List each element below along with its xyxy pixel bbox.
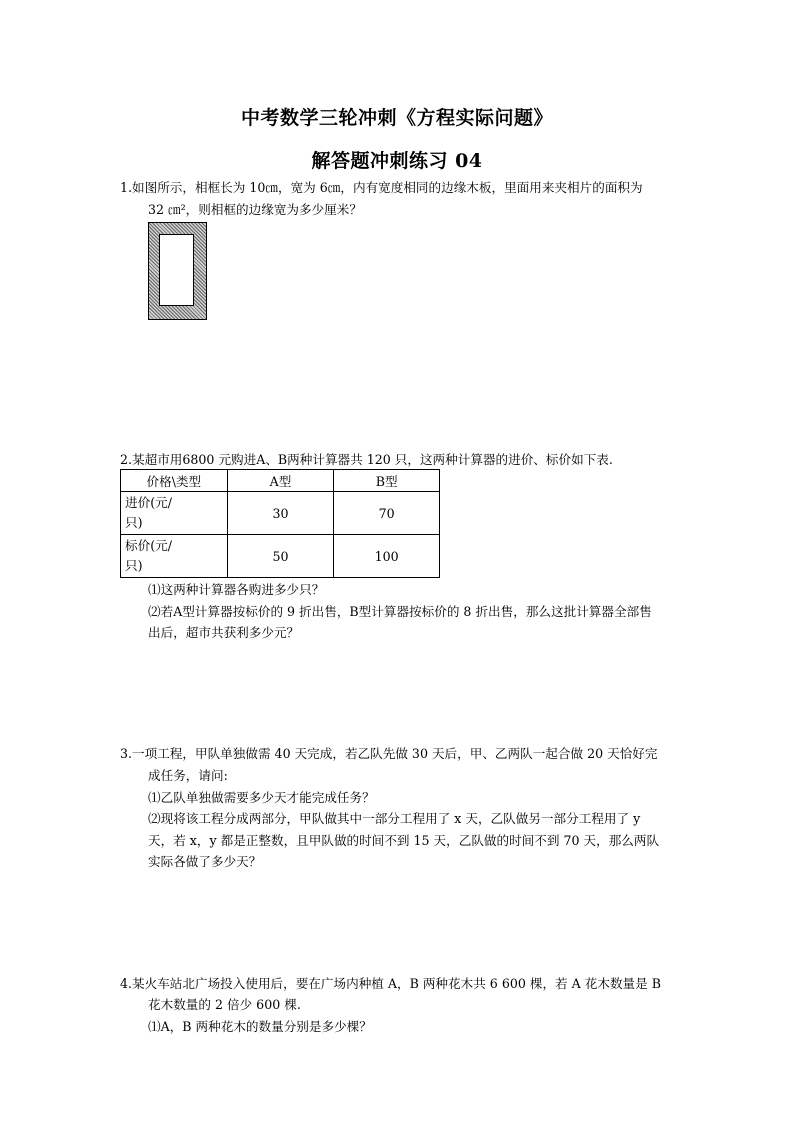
table-row-label (121, 535, 228, 578)
question-4-sub-1: ⑴A，B 两种花木的数量分别是多少棵？ (148, 1019, 372, 1034)
table-row (121, 535, 440, 578)
photo-area (159, 234, 194, 306)
question-2-sub-1: ⑴这两种计算器各购进多少只？ (148, 582, 325, 597)
page-title: 中考数学三轮冲刺《方程实际问题》 (240, 107, 553, 129)
table-header-cell: 价格\类型 (121, 470, 228, 492)
table-row-label (121, 492, 228, 535)
table-row (121, 492, 440, 535)
question-1-line-2: 32 ㎝²，则相框的边缘宽为多少厘米？ (148, 202, 362, 217)
table-header-cell: A型 (227, 470, 334, 492)
table-row-label-line: 只) (125, 515, 143, 530)
price-table (120, 469, 440, 578)
question-2-intro: 2.某超市用6800 元购进A、B两种计算器共 120 只，这两种计算器的进价、标价如下表. (120, 452, 613, 467)
question-1-line-1: 1.如图所示，相框长为 10㎝，宽为 6㎝，内有宽度相同的边缘木板，里面用来夹相片的面积为 (120, 180, 643, 195)
table-row-label-line: 标价(元/ (125, 538, 172, 553)
table-row-label-line: 只) (125, 558, 143, 573)
table-cell: 50 (227, 535, 334, 578)
table-header-cell: B型 (334, 470, 440, 492)
question-3-line-1: 3.一项工程，甲队单独做需 40 天完成，若乙队先做 30 天后，甲、乙两队一起合做 20 天恰好完 (120, 746, 658, 761)
question-2-sub-2: ⑵若A型计算器按标价的 9 折出售，B型计算器按标价的 8 折出售，那么这批计算器全部售 (148, 604, 652, 619)
question-4-line-2: 花木数量的 2 倍少 600 棵. (148, 997, 301, 1012)
table-cell: 100 (334, 535, 440, 578)
table-row-label-line: 进价(元/ (125, 495, 172, 510)
table-header-row (121, 470, 440, 492)
question-3-sub-2: ⑵现将该工程分成两部分，甲队做其中一部分工程用了 x 天，乙队做另一部分工程用了 y (148, 811, 641, 826)
table-cell: 30 (227, 492, 334, 535)
question-2-sub-2-cont: 出后，超市共获利多少元？ (148, 625, 300, 640)
question-3-line-2: 成任务，请问: (148, 768, 228, 783)
question-3-sub-2-cont: 天，若 x，y 都是正整数，且甲队做的时间不到 15 天，乙队做的时间不到 70 天，那么两队 (148, 833, 660, 848)
question-3-sub-1: ⑴乙队单独做需要多少天才能完成任务？ (148, 790, 375, 805)
page-subtitle: 解答题冲刺练习 04 (311, 150, 483, 172)
question-4-line-1: 4.某火车站北广场投入使用后，要在广场内种植 A，B 两种花木共 6 600 棵，若 A 花木数量是 B (120, 976, 661, 991)
table-cell: 70 (334, 492, 440, 535)
photo-frame-figure (148, 222, 207, 320)
question-3-sub-2-end: 实际各做了多少天？ (148, 854, 262, 869)
